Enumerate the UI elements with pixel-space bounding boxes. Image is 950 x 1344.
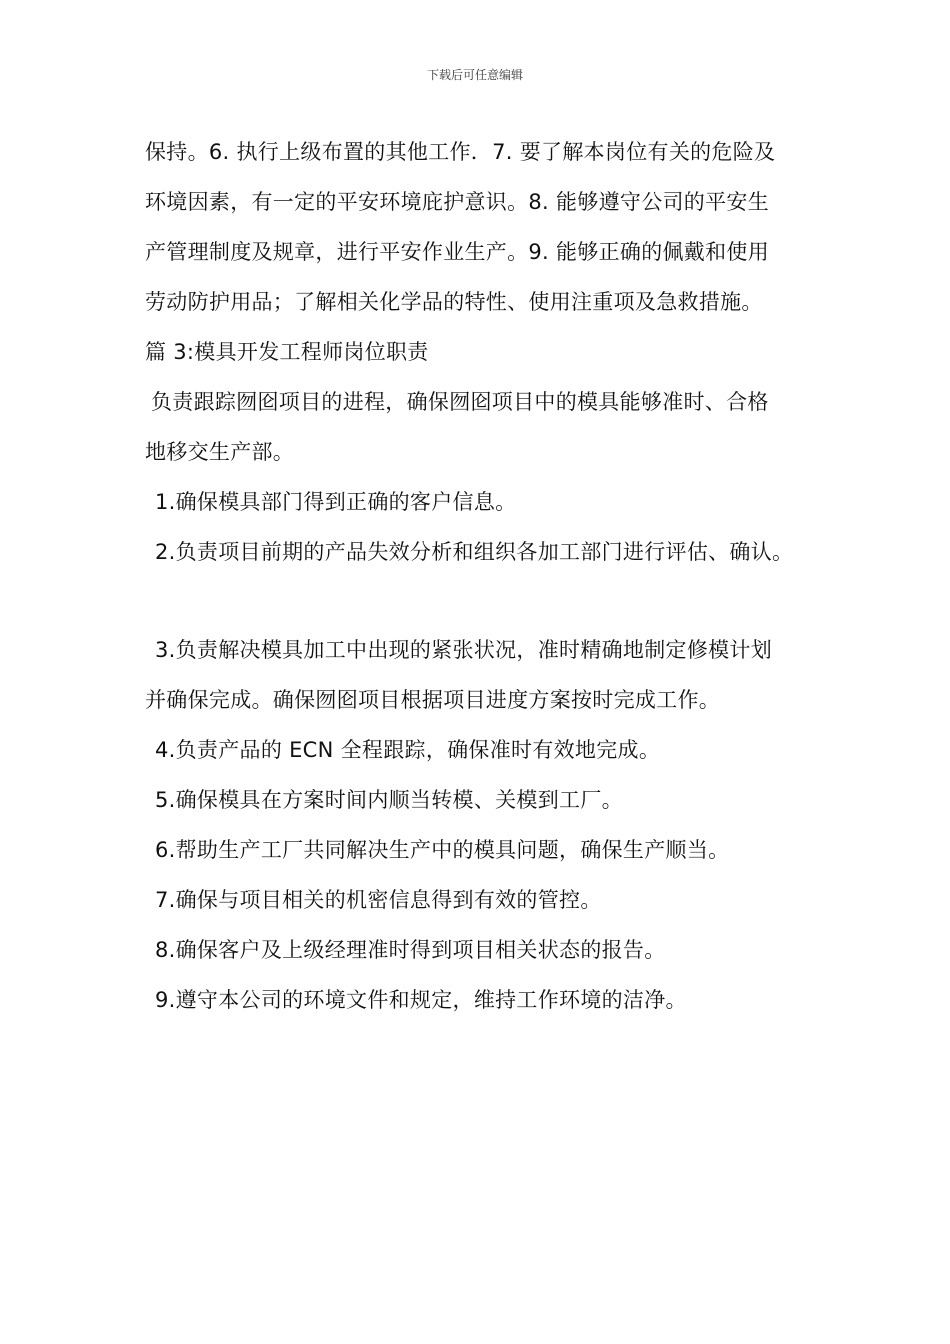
list-item: 4.负责产品的 ECN 全程跟踪，确保准时有效地完成。 xyxy=(155,738,661,762)
paragraph-line: 劳动防护用品；了解相关化学品的特性、使用注重项及急救措施。 xyxy=(145,290,763,314)
paragraph-line: 环境因素，有一定的平安环境庇护意识。8. 能够遵守公司的平安生 xyxy=(145,190,770,214)
list-item: 6.帮助生产工厂共同解决生产中的模具问题，确保生产顺当。 xyxy=(155,838,730,862)
paragraph-line: 产管理制度及规章，进行平安作业生产。9. 能够正确的佩戴和使用 xyxy=(145,240,770,264)
paragraph-line: 地移交生产部。 xyxy=(145,440,295,464)
list-item: 1.确保模具部门得到正确的客户信息。 xyxy=(155,490,517,514)
blank-line xyxy=(145,577,825,625)
list-item: 3.负责解决模具加工中出现的紧张状况，准时精确地制定修模计划 xyxy=(155,638,773,662)
page-header-note: 下载后可任意编辑 xyxy=(426,68,523,82)
list-item: 5.确保模具在方案时间内顺当转模、关模到工厂。 xyxy=(155,788,623,812)
paragraph-line: 负责跟踪囫囵项目的进程，确保囫囵项目中的模具能够准时、合格 xyxy=(151,390,769,414)
section-heading: 篇 3:模具开发工程师岗位职责 xyxy=(145,340,429,364)
list-item: 2.负责项目前期的产品失效分析和组织各加工部门进行评估、确认。 xyxy=(155,540,794,564)
document-body xyxy=(145,127,825,1025)
paragraph-line: 并确保完成。确保囫囵项目根据项目进度方案按时完成工作。 xyxy=(145,688,721,712)
list-item: 9.遵守本公司的环境文件和规定，维持工作环境的洁净。 xyxy=(155,988,687,1012)
list-item: 7.确保与项目相关的机密信息得到有效的管控。 xyxy=(155,888,602,912)
paragraph-line: 保持。6. 执行上级布置的其他工作．7. 要了解本岗位有关的危险及 xyxy=(145,140,776,164)
list-item: 8.确保客户及上级经理准时得到项目相关状态的报告。 xyxy=(155,938,666,962)
